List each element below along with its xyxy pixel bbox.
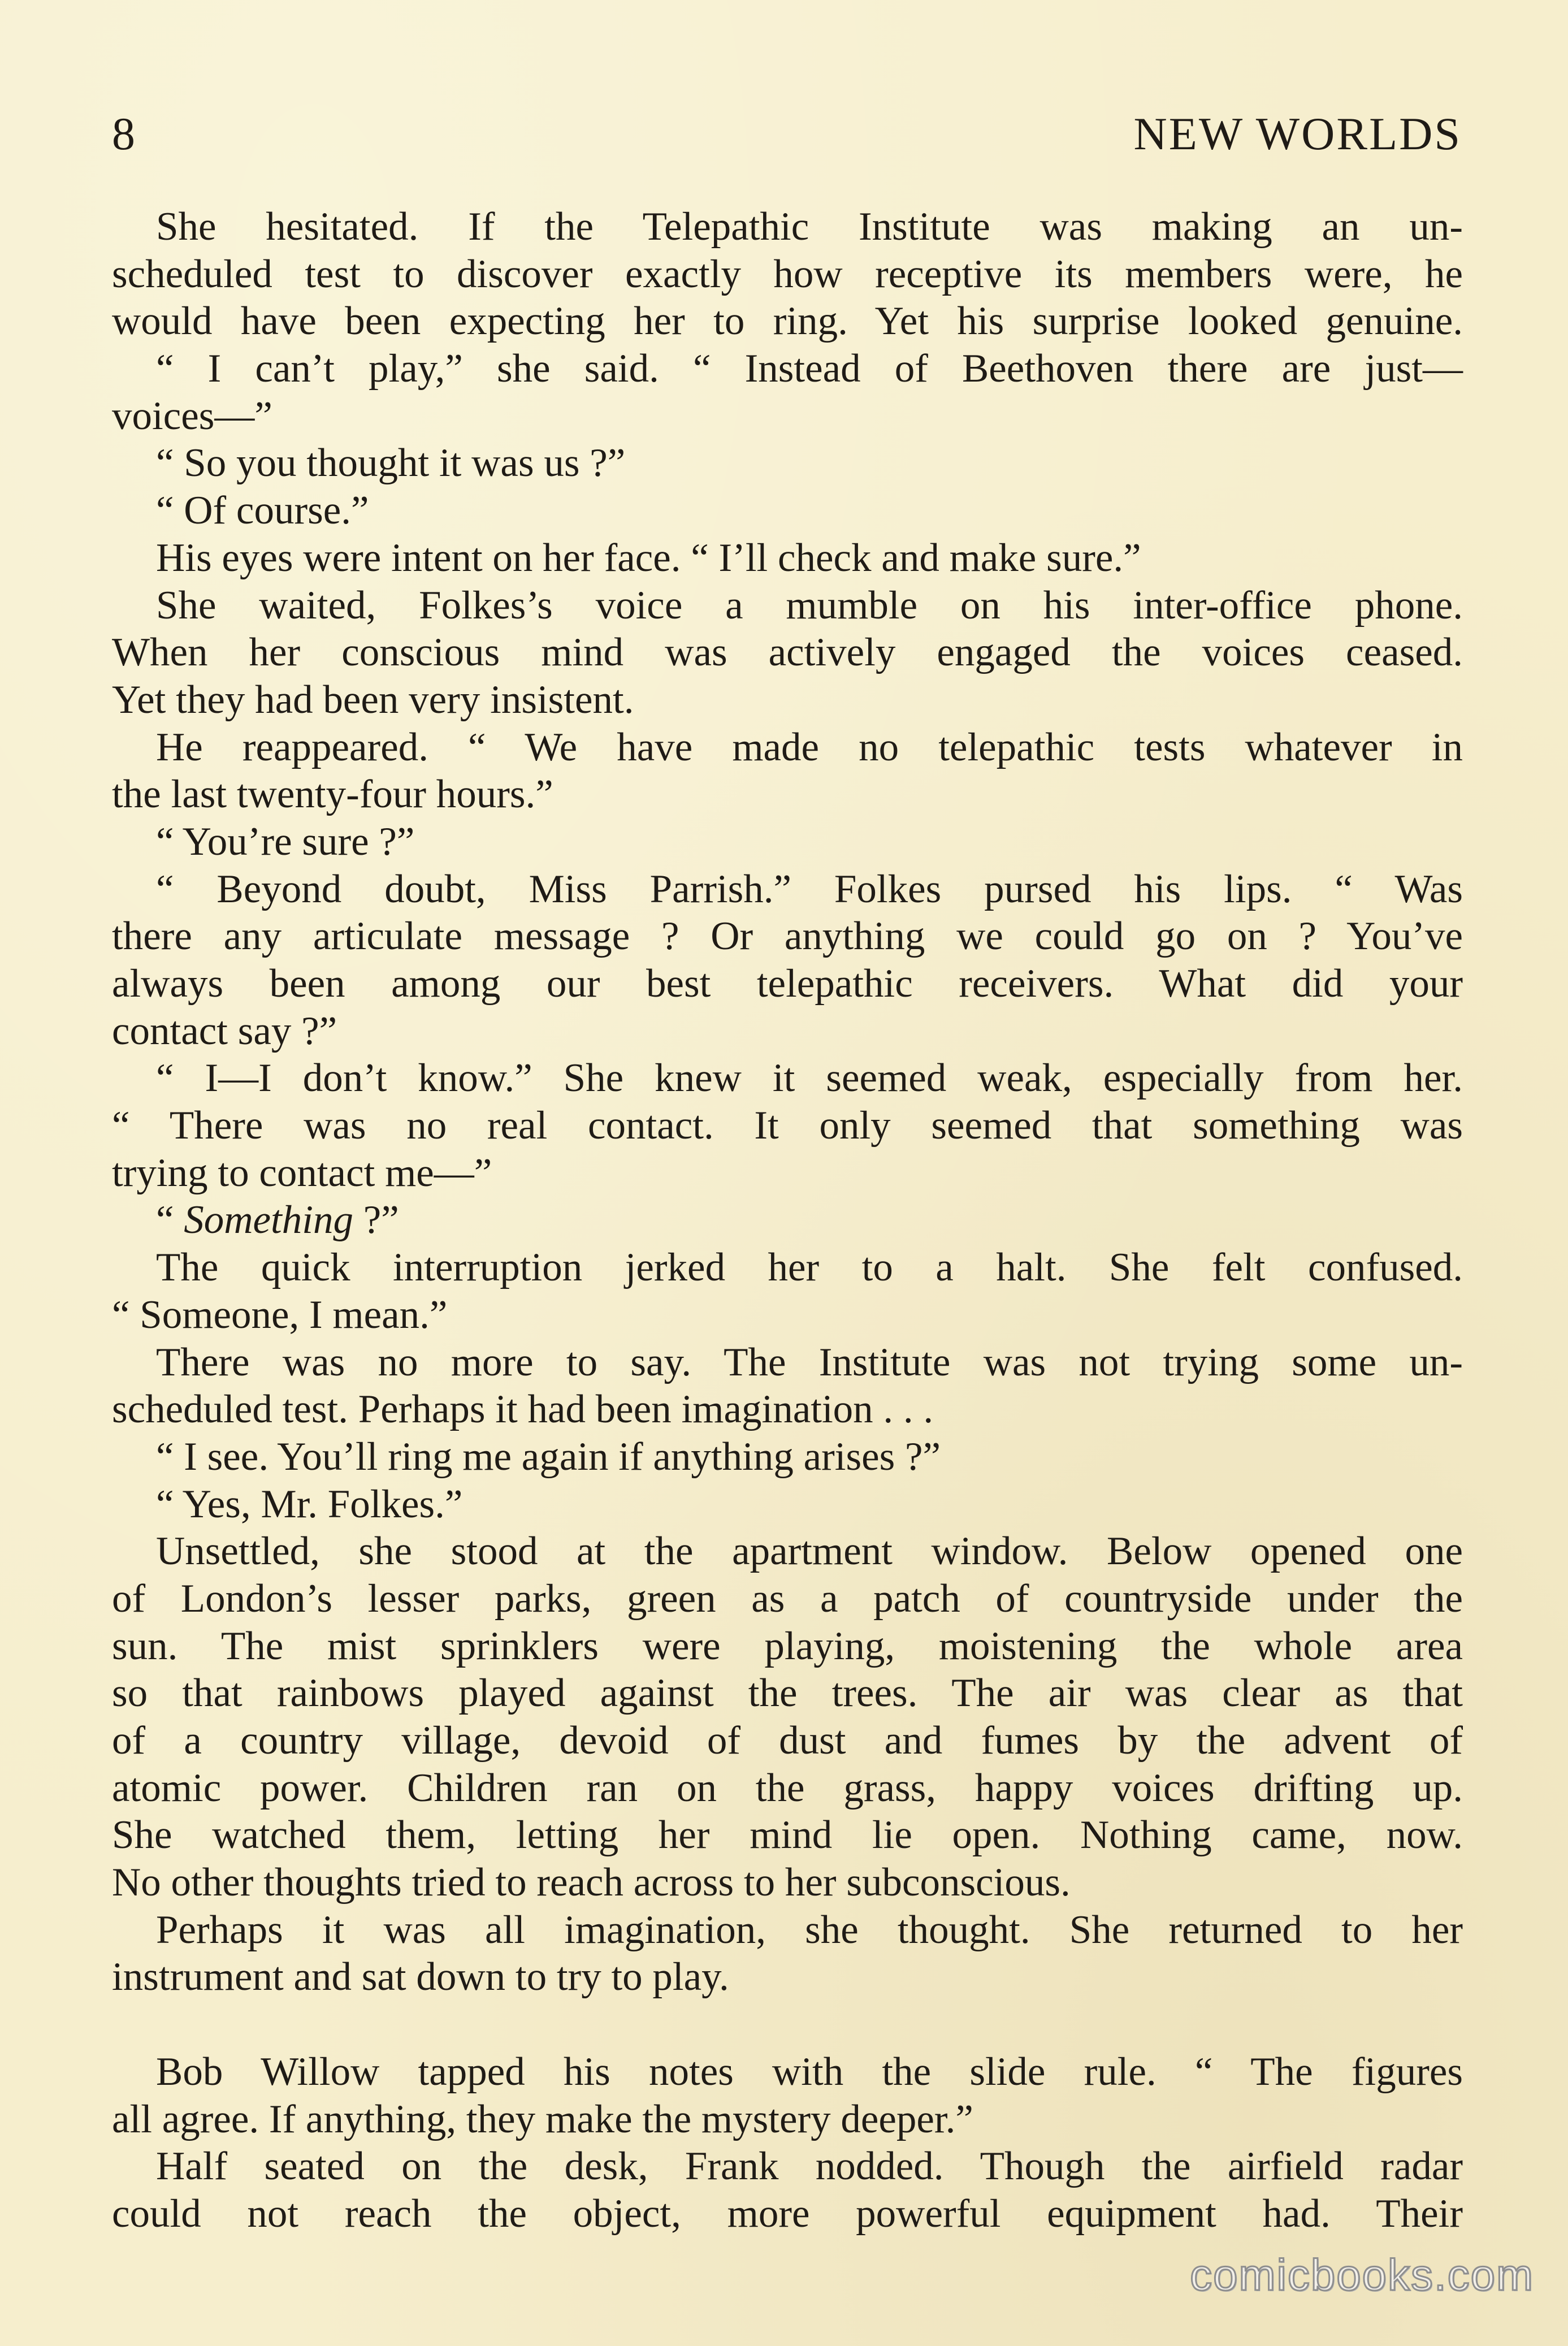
story-text: [112, 204, 1463, 2238]
text-line: “ Yes, Mr. Folkes.”: [156, 1482, 463, 1526]
text-line: “ I see. You’ll ring me again if anything arises ?”: [156, 1434, 941, 1479]
text-line: “ Someone, I mean.”: [112, 1292, 448, 1337]
italic-word: Something: [184, 1198, 354, 1243]
text-line: Perhaps it was all imagination, she thought. She returned to her: [156, 1907, 1463, 1952]
text-line: of a country village, devoid of dust and fumes by the advent of: [112, 1719, 1463, 1763]
text-line: contact say ?”: [112, 1008, 337, 1053]
text-line: Yet they had been very insistent.: [112, 677, 634, 722]
text-line: “ There was no real contact. It only seemed that something was: [112, 1103, 1463, 1148]
text-line: “ Of course.”: [156, 488, 369, 533]
text-line: all agree. If anything, they make the mystery deeper.”: [112, 2097, 973, 2141]
text-line: “ I—I don’t know.” She knew it seemed weak, especially from her.: [156, 1056, 1463, 1101]
text-line: scheduled test. Perhaps it had been imagination . . .: [112, 1387, 934, 1432]
section-break: [112, 2001, 1463, 2049]
text-line: instrument and sat down to try to play.: [112, 1955, 729, 1999]
text-line: the last twenty-four hours.”: [112, 772, 553, 817]
text-line: Unsettled, she stood at the apartment window. Below opened one: [156, 1529, 1463, 1574]
text-line: The quick interruption jerked her to a halt. She felt confused.: [156, 1245, 1463, 1290]
running-head: [112, 107, 1462, 170]
text-line: No other thoughts tried to reach across to her subconscious.: [112, 1860, 1071, 1905]
text-line: When her conscious mind was actively engaged the voices ceased.: [112, 630, 1463, 675]
text-line: trying to contact me—”: [112, 1150, 492, 1195]
text-line: atomic power. Children ran on the grass, happy voices drifting up.: [112, 1765, 1463, 1810]
text-line: “ You’re sure ?”: [156, 819, 415, 864]
text-line: scheduled test to discover exactly how receptive its members were, he: [112, 252, 1463, 296]
text-line: sun. The mist sprinklers were playing, moistening the whole area: [112, 1624, 1463, 1668]
text-line: She hesitated. If the Telepathic Institute was making an un-: [156, 205, 1463, 249]
magazine-title: NEW WORLDS: [1133, 108, 1462, 159]
text-line: always been among our best telepathic receivers. What did your: [112, 962, 1463, 1006]
text-line: His eyes were intent on her face. “ I’ll check and make sure.”: [156, 535, 1141, 580]
text-line: voices—”: [112, 393, 272, 438]
watermark: comicbooks.com: [1190, 2250, 1534, 2300]
page-number: 8: [112, 108, 136, 159]
text-line: Half seated on the desk, Frank nodded. Though the airfield radar: [156, 2144, 1463, 2189]
text-line: there any articulate message ? Or anything we could go on ? You’ve: [112, 914, 1463, 959]
text-line: so that rainbows played against the trees. The air was clear as that: [112, 1671, 1463, 1716]
text-line: She watched them, letting her mind lie open. Nothing came, now.: [112, 1813, 1463, 1858]
text-line: There was no more to say. The Institute was not trying some un-: [156, 1340, 1463, 1384]
text-line: “ I can’t play,” she said. “ Instead of Beethoven there are just—: [156, 347, 1463, 391]
text-line: Bob Willow tapped his notes with the slide rule. “ The figures: [156, 2049, 1463, 2094]
text-line: She waited, Folkes’s voice a mumble on his inter-office phone.: [156, 583, 1463, 627]
text-line: “ Beyond doubt, Miss Parrish.” Folkes pursed his lips. “ Was: [156, 867, 1463, 911]
text-line: “ Something ?”: [156, 1198, 399, 1243]
text-line: could not reach the object, more powerful equipment had. Their: [112, 2191, 1463, 2236]
text-line: of London’s lesser parks, green as a patch of countryside under the: [112, 1576, 1463, 1621]
text-line: He reappeared. “ We have made no telepathic tests whatever in: [156, 725, 1463, 769]
text-line: “ So you thought it was us ?”: [156, 441, 626, 486]
text-line: would have been expecting her to ring. Yet his surprise looked genuine.: [112, 299, 1463, 344]
